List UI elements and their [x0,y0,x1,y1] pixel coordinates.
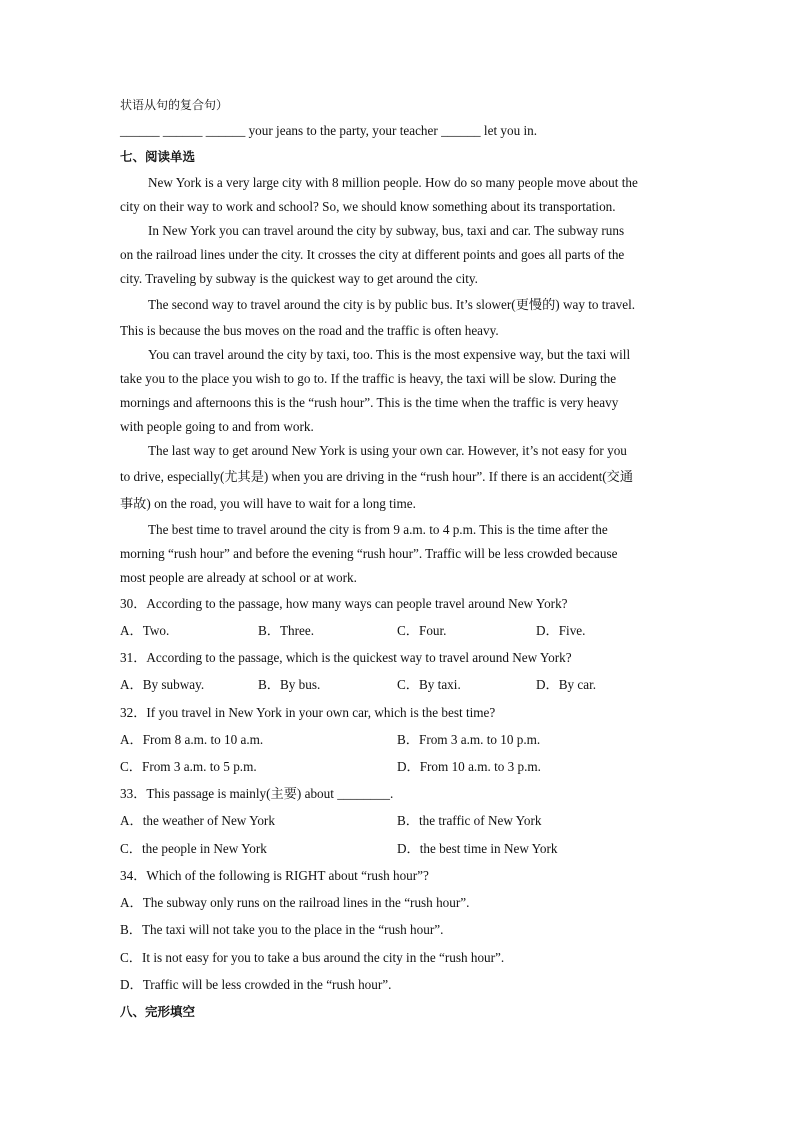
intro-line-1: 状语从句的复合句） [120,98,229,112]
question-31-option-c[interactable]: C．By taxi. [397,677,461,692]
passage-line: on the railroad lines under the city. It crosses the city at different points and goes all parts of the [120,247,625,262]
passage-line: The last way to get around New York is using your own car. However, it’s not easy for you [148,443,627,458]
passage-line: morning “rush hour” and before the evening “rush hour”. Traffic will be less crowded because [120,546,618,561]
question-30-option-b[interactable]: B．Three. [258,623,315,638]
question-32-stem: 32．If you travel in New York in your own car, which is the best time? [120,705,496,720]
passage-line: This is because the bus moves on the road and the traffic is often heavy. [120,323,499,338]
question-33-stem: 33．This passage is mainly(主要) about ________. [120,786,394,801]
question-34-option-c[interactable]: C．It is not easy for you to take a bus around the city in the “rush hour”. [120,950,505,965]
question-33-option-a[interactable]: A．the weather of New York [120,813,275,828]
passage-line: with people going to and from work. [120,419,314,434]
passage-line: The second way to travel around the city is by public bus. It’s slower(更慢的) way to travel. [148,297,636,312]
intro-line-2: ______ ______ ______ your jeans to the party, your teacher ______ let you in. [120,123,538,138]
question-33-option-c[interactable]: C．the people in New York [120,841,267,856]
passage-line: In New York you can travel around the city by subway, bus, taxi and car. The subway runs [148,223,625,238]
passage-line: mornings and afternoons this is the “rush hour”. This is the time when the traffic is very heavy [120,395,619,410]
question-33-option-d[interactable]: D．the best time in New York [397,841,558,856]
passage-line: city. Traveling by subway is the quickest way to get around the city. [120,271,478,286]
question-33-option-b[interactable]: B．the traffic of New York [397,813,542,828]
question-32-option-c[interactable]: C．From 3 a.m. to 5 p.m. [120,759,257,774]
question-31-option-b[interactable]: B．By bus. [258,677,321,692]
question-32-option-d[interactable]: D．From 10 a.m. to 3 p.m. [397,759,541,774]
section-8-title: 八、完形填空 [120,1004,196,1019]
passage-line: 事故) on the road, you will have to wait for a long time. [120,496,416,511]
question-30-option-d[interactable]: D．Five. [536,623,586,638]
question-31-option-a[interactable]: A．By subway. [120,677,205,692]
passage-line: The best time to travel around the city is from 9 a.m. to 4 p.m. This is the time after the [148,522,608,537]
question-34-option-b[interactable]: B．The taxi will not take you to the place in the “rush hour”. [120,922,444,937]
passage-line: You can travel around the city by taxi, too. This is the most expensive way, but the taxi will [148,347,631,362]
passage-line: take you to the place you wish to go to. If the traffic is heavy, the taxi will be slow. During the [120,371,617,386]
passage-line: to drive, especially(尤其是) when you are driving in the “rush hour”. If there is an accident(交通 [120,469,634,484]
question-31-option-d[interactable]: D．By car. [536,677,597,692]
question-32-option-b[interactable]: B．From 3 a.m. to 10 p.m. [397,732,541,747]
passage-line: most people are already at school or at work. [120,570,357,585]
passage-line: New York is a very large city with 8 million people. How do so many people move about the [148,175,638,190]
question-34-stem: 34．Which of the following is RIGHT about “rush hour”? [120,868,429,883]
question-34-option-d[interactable]: D．Traffic will be less crowded in the “rush hour”. [120,977,392,992]
question-30-stem: 30．According to the passage, how many ways can people travel around New York? [120,596,568,611]
question-34-option-a[interactable]: A．The subway only runs on the railroad lines in the “rush hour”. [120,895,470,910]
passage-line: city on their way to work and school? So, we should know something about its transportation. [120,199,616,214]
question-30-option-a[interactable]: A．Two. [120,623,170,638]
question-32-option-a[interactable]: A．From 8 a.m. to 10 a.m. [120,732,264,747]
question-31-stem: 31．According to the passage, which is the quickest way to travel around New York? [120,650,572,665]
section-7-title: 七、阅读单选 [120,149,196,164]
question-30-option-c[interactable]: C．Four. [397,623,447,638]
